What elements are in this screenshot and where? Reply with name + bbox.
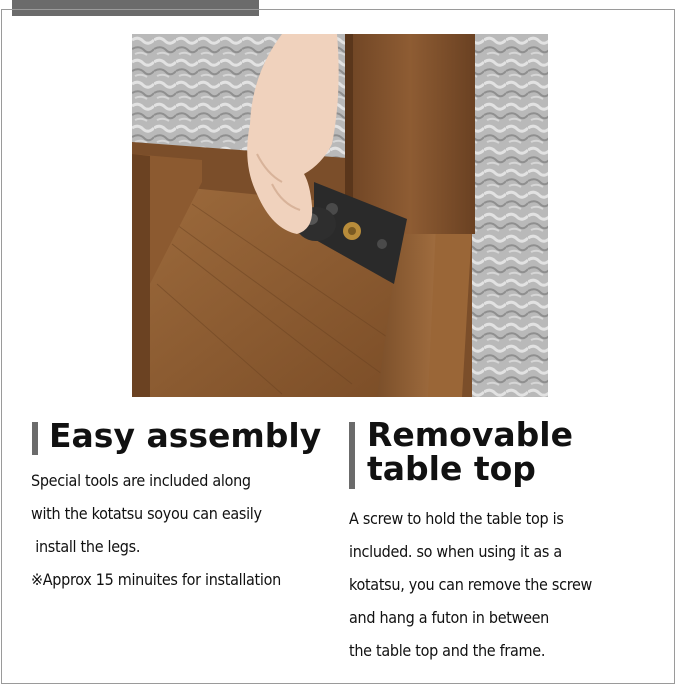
removable-line-5: the table top and the frame.	[349, 641, 546, 660]
removable-line-4: and hang a futon in between	[349, 608, 550, 627]
easy-assembly-heading: Easy assembly	[49, 416, 322, 455]
easy-assembly-line-1: Special tools are included along	[31, 471, 251, 490]
left-heading-accent	[32, 422, 38, 455]
right-heading-accent	[349, 422, 355, 489]
removable-heading-line-2: table top	[367, 449, 536, 488]
removable-heading-line-1: Removable	[367, 415, 573, 454]
easy-assembly-description	[31, 464, 281, 596]
easy-assembly-line-2: with the kotatsu soyou can easily	[31, 504, 262, 523]
easy-assembly-line-3: install the legs.	[31, 537, 141, 556]
removable-line-3: kotatsu, you can remove the screw	[349, 575, 592, 594]
removable-line-2: included. so when using it as a	[349, 542, 562, 561]
removable-table-top-heading	[367, 415, 573, 488]
assembly-photo	[132, 34, 548, 397]
installation-time-note: ※Approx 15 minuites for installation	[31, 570, 281, 589]
removable-table-top-description	[349, 502, 592, 667]
removable-line-1: A screw to hold the table top is	[349, 509, 564, 528]
